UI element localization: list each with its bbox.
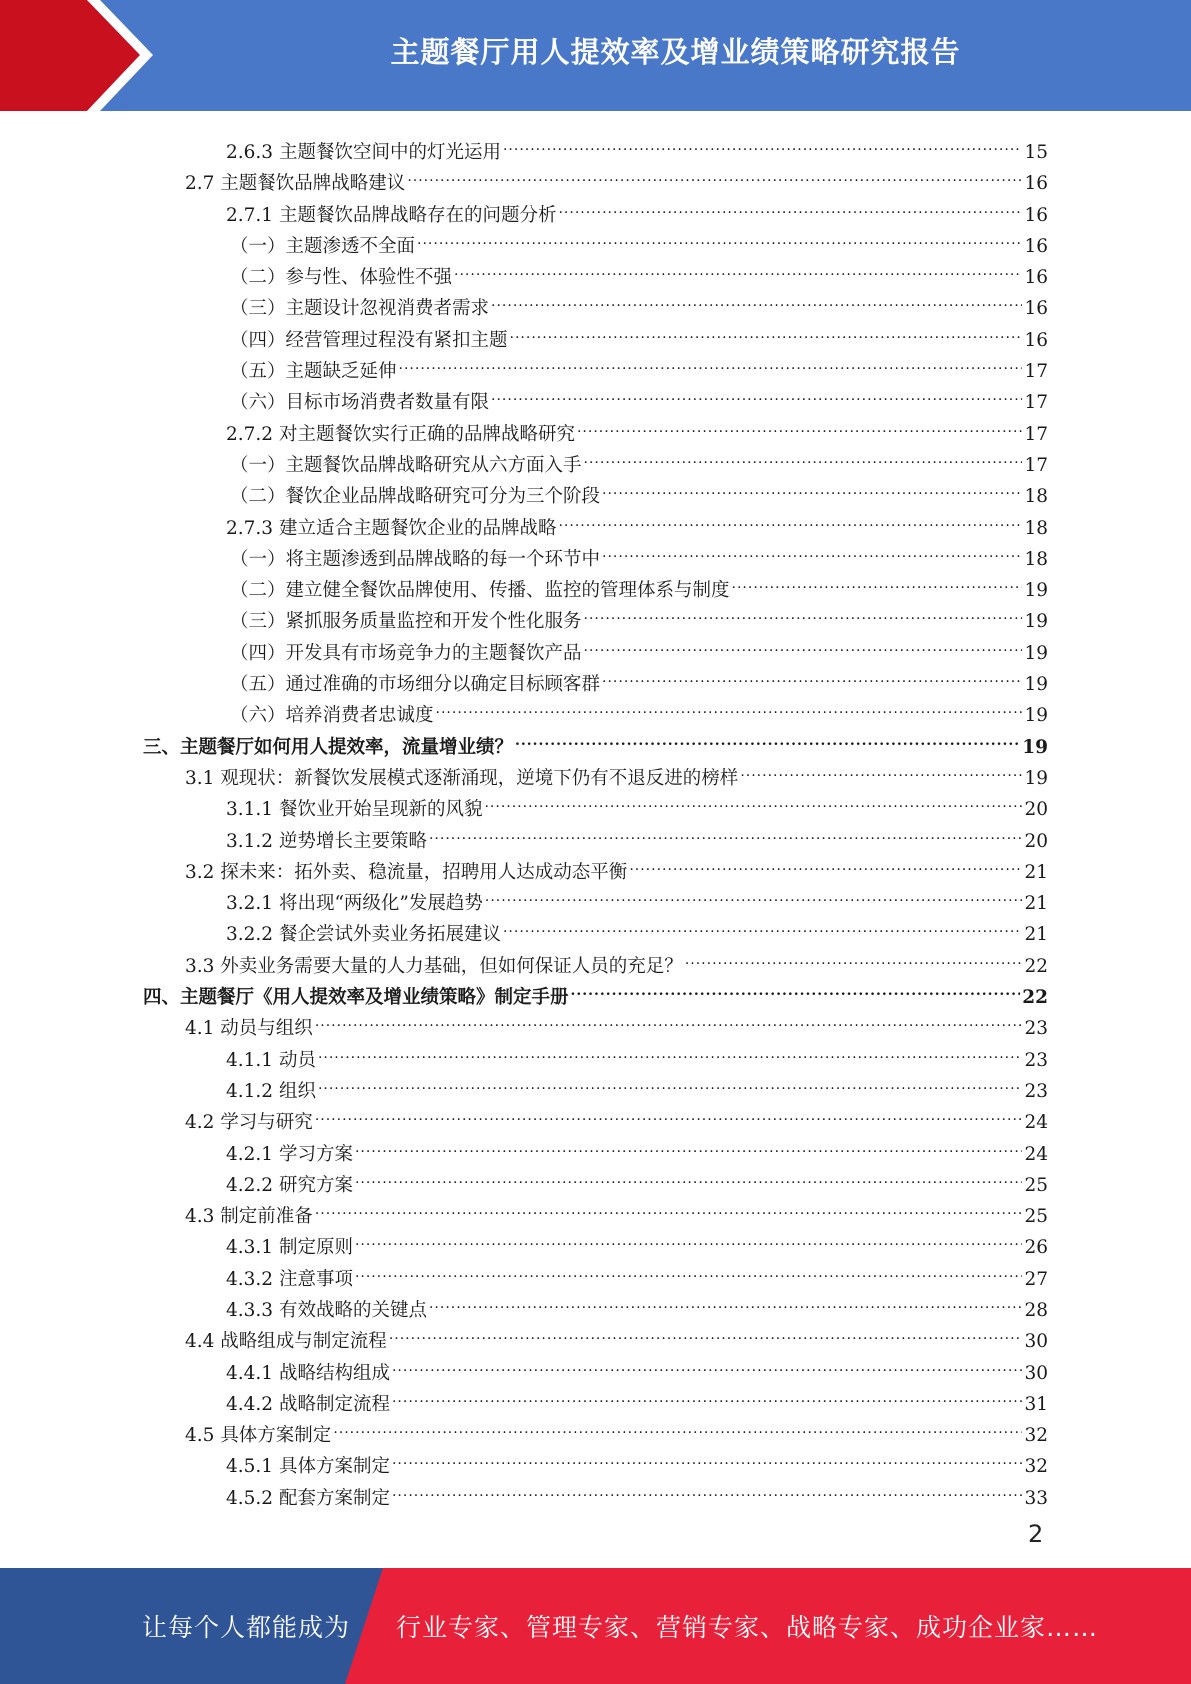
toc-entry-page: 20	[1024, 799, 1048, 821]
toc-dot-leader	[732, 565, 1023, 596]
toc-entry-title: （三）紧抓服务质量监控和开发个性化服务	[230, 611, 582, 633]
toc-entry-page: 22	[1024, 955, 1048, 977]
toc-entry-page: 17	[1024, 423, 1048, 445]
toc-entry-title: 4.4.2 战略制定流程	[226, 1393, 390, 1415]
toc-entry-page: 22	[1022, 987, 1048, 1009]
toc-entry-title: （一）主题渗透不全面	[230, 235, 416, 257]
page-footer	[0, 1568, 1191, 1684]
toc-entry-title: 4.3.3 有效战略的关键点	[226, 1299, 427, 1321]
footer-slogan-roles: 行业专家、管理专家、营销专家、战略专家、成功企业家……	[396, 1613, 1099, 1642]
toc-entry-page: 28	[1024, 1299, 1048, 1321]
toc-dot-leader	[355, 1160, 1023, 1191]
toc-entry-page: 19	[1024, 642, 1048, 664]
toc-entry-page: 19	[1024, 674, 1048, 696]
toc-dot-leader	[503, 909, 1022, 940]
toc-entry-title: 4.1.1 动员	[226, 1049, 316, 1071]
toc-dot-leader	[491, 377, 1022, 408]
toc-entry-page: 32	[1024, 1456, 1048, 1478]
toc-entry-page: 32	[1024, 1425, 1048, 1447]
toc-entry-title: 3.2.2 餐企尝试外卖业务拓展建议	[226, 924, 501, 946]
toc-dot-leader	[417, 221, 1022, 252]
toc-entry-page: 19	[1024, 767, 1048, 789]
toc-entry-title: 3.2 探未来：拓外卖、稳流量，招聘用人达成动态平衡	[185, 861, 628, 883]
toc-entry-page: 23	[1024, 1049, 1048, 1071]
toc-entry-page: 17	[1024, 454, 1048, 476]
toc-entry-page: 21	[1024, 924, 1048, 946]
toc-entry-title: 四、主题餐厅《用人提效率及增业绩策略》制定手册	[143, 987, 569, 1009]
header-arrow-decoration	[0, 0, 170, 111]
toc-dot-leader	[629, 847, 1022, 878]
toc-entry-page: 16	[1024, 267, 1048, 289]
toc-entry-title: 3.3 外卖业务需要大量的人力基础，但如何保证人员的充足？	[185, 955, 683, 977]
toc-entry-page: 20	[1024, 830, 1048, 852]
toc-entry-page: 24	[1024, 1112, 1048, 1134]
toc-dot-leader	[602, 659, 1022, 690]
toc-dot-leader	[392, 1348, 1022, 1379]
toc-entry-page: 30	[1024, 1331, 1048, 1353]
toc-dot-leader	[485, 878, 1023, 909]
toc-entry-title: （六）目标市场消费者数量有限	[230, 392, 490, 414]
toc-entry-page: 19	[1024, 611, 1048, 633]
toc-entry-title: （一）将主题渗透到品牌战略的每一个环节中	[230, 548, 601, 570]
toc-dot-leader	[392, 1473, 1022, 1504]
toc-dot-leader	[315, 1191, 1023, 1222]
toc-entry-page: 15	[1024, 142, 1048, 163]
toc-dot-leader	[484, 784, 1022, 815]
toc-entry-page: 17	[1024, 361, 1048, 383]
toc-entry-title: 4.5.1 具体方案制定	[226, 1456, 390, 1478]
toc-entry-title: 4.5.2 配套方案制定	[226, 1487, 390, 1509]
toc-dot-leader	[429, 816, 1022, 847]
header-red-chevron	[0, 0, 140, 111]
toc-entry-title: 3.1.1 餐饮业开始呈现新的风貌	[226, 799, 483, 821]
toc-entry-title: （五）通过准确的市场细分以确定目标顾客群	[230, 674, 601, 696]
toc-entry-page: 21	[1024, 861, 1048, 883]
toc-entry-title: （四）开发具有市场竞争力的主题餐饮产品	[230, 642, 582, 664]
footer-slogan-lead: 让每个人都能成为	[142, 1613, 351, 1642]
toc-entry-title: （三）主题设计忽视消费者需求	[230, 298, 490, 320]
toc-dot-leader	[515, 722, 1020, 753]
toc-dot-leader	[389, 1316, 1023, 1347]
toc-entry-title: 三、主题餐厅如何用人提效率，流量增业绩？	[143, 736, 514, 758]
toc-entry-page: 24	[1024, 1143, 1048, 1165]
toc-entry-page: 16	[1024, 235, 1048, 257]
toc-entry-title: 3.2.1 将出现“两级化”发展趋势	[226, 893, 483, 915]
toc-dot-leader	[584, 440, 1023, 471]
document-title: 主题餐厅用人提效率及增业绩策略研究报告	[390, 34, 961, 69]
toc-entry-title: （四）经营管理过程没有紧扣主题	[230, 329, 508, 351]
toc-dot-leader	[315, 1097, 1023, 1128]
toc-entry-title: （五）主题缺乏延伸	[230, 361, 397, 383]
toc-entry-page: 30	[1024, 1362, 1048, 1384]
toc-entry-page: 19	[1024, 705, 1048, 727]
toc-dot-leader	[333, 1410, 1022, 1441]
toc-entry-title: 4.4.1 战略结构组成	[226, 1362, 390, 1384]
toc-dot-leader	[584, 628, 1023, 659]
toc-dot-leader	[436, 690, 1023, 721]
toc-entry-page: 16	[1024, 204, 1048, 226]
toc-dot-leader	[584, 596, 1023, 627]
toc-entry-title: 4.2.2 研究方案	[226, 1174, 353, 1196]
toc-dot-leader	[318, 1035, 1023, 1066]
toc-entry-title: 4.2 学习与研究	[185, 1112, 313, 1134]
toc-entry-title: 4.5 具体方案制定	[185, 1425, 332, 1447]
toc-dot-leader	[558, 190, 1022, 221]
toc-dot-leader	[740, 753, 1022, 784]
toc-entry-title: 4.4 战略组成与制定流程	[185, 1331, 387, 1353]
toc-entry-title: （二）建立健全餐饮品牌使用、传播、监控的管理体系与制度	[230, 580, 730, 602]
toc-entry-title: （二）餐饮企业品牌战略研究可分为三个阶段	[230, 486, 601, 508]
toc-dot-leader	[558, 503, 1022, 534]
toc-dot-leader	[355, 1254, 1023, 1285]
toc-dot-leader	[510, 315, 1023, 346]
toc-entry-page: 18	[1024, 517, 1048, 539]
toc-dot-leader	[602, 471, 1022, 502]
toc-entry-page: 31	[1024, 1393, 1048, 1415]
toc-entry[interactable]	[143, 127, 1048, 163]
toc-entry-page: 19	[1022, 736, 1048, 758]
toc-dot-leader	[407, 158, 1022, 189]
toc-dot-leader	[685, 941, 1023, 972]
toc-entry-page: 23	[1024, 1080, 1048, 1102]
toc-dot-leader	[503, 127, 1022, 158]
toc-entry-page: 26	[1024, 1237, 1048, 1259]
toc-entry-page: 21	[1024, 893, 1048, 915]
toc-entry-page: 16	[1024, 173, 1048, 195]
toc-dot-leader	[577, 409, 1022, 440]
toc-entry-page: 23	[1024, 1018, 1048, 1040]
toc-dot-leader	[392, 1441, 1022, 1472]
toc-dot-leader	[392, 1379, 1022, 1410]
toc-entry-page: 17	[1024, 392, 1048, 414]
toc-entry-page: 27	[1024, 1268, 1048, 1290]
toc-entry-title: 4.3.1 制定原则	[226, 1237, 353, 1259]
toc-dot-leader	[571, 972, 1021, 1003]
toc-entry-page: 16	[1024, 298, 1048, 320]
toc-entry-title: 4.1.2 组织	[226, 1080, 316, 1102]
toc-entry-page: 19	[1024, 580, 1048, 602]
toc-dot-leader	[454, 252, 1022, 283]
toc-entry-page: 18	[1024, 486, 1048, 508]
toc-entry-title: 4.2.1 学习方案	[226, 1143, 353, 1165]
toc-dot-leader	[355, 1129, 1023, 1160]
table-of-contents	[143, 127, 1048, 1509]
toc-entry-title: 3.1.2 逆势增长主要策略	[226, 830, 427, 852]
toc-entry-title: 4.3.2 注意事项	[226, 1268, 353, 1290]
toc-entry-page: 16	[1024, 329, 1048, 351]
toc-entry-title: （六）培养消费者忠诚度	[230, 705, 434, 727]
toc-entry-title: 2.6.3 主题餐饮空间中的灯光运用	[226, 142, 501, 163]
page-number: 2	[1028, 1520, 1044, 1548]
toc-dot-leader	[491, 283, 1022, 314]
toc-entry-page: 18	[1024, 548, 1048, 570]
toc-dot-leader	[429, 1285, 1022, 1316]
toc-entry-title: （一）主题餐饮品牌战略研究从六方面入手	[230, 454, 582, 476]
toc-dot-leader	[318, 1066, 1023, 1097]
toc-entry-title: 3.1 观现状：新餐饮发展模式逐渐涌现，逆境下仍有不退反进的榜样	[185, 767, 739, 789]
toc-entry-title: （二）参与性、体验性不强	[230, 267, 453, 289]
toc-dot-leader	[315, 1003, 1023, 1034]
toc-entry-title: 2.7.2 对主题餐饮实行正确的品牌战略研究	[226, 423, 575, 445]
page-header	[0, 0, 1191, 111]
toc-entry-title: 2.7.1 主题餐饮品牌战略存在的问题分析	[226, 204, 557, 226]
toc-entry-title: 2.7 主题餐饮品牌战略建议	[185, 173, 406, 195]
toc-entry-title: 2.7.3 建立适合主题餐饮企业的品牌战略	[226, 517, 557, 539]
toc-entry-page: 33	[1024, 1487, 1048, 1509]
toc-entry-page: 25	[1024, 1206, 1048, 1228]
toc-dot-leader	[355, 1222, 1023, 1253]
toc-dot-leader	[399, 346, 1023, 377]
toc-entry-title: 4.3 制定前准备	[185, 1206, 313, 1228]
toc-dot-leader	[602, 534, 1022, 565]
toc-entry-page: 25	[1024, 1174, 1048, 1196]
toc-entry-title: 4.1 动员与组织	[185, 1018, 313, 1040]
